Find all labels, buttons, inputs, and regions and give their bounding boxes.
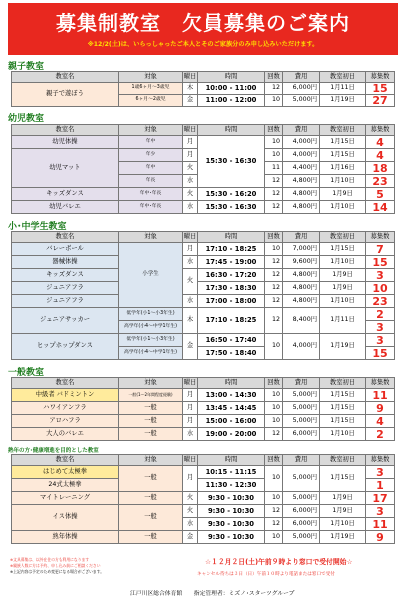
count: 12 — [265, 256, 283, 269]
class-name: 幼児体操 — [12, 136, 119, 149]
count: 11 — [265, 162, 283, 175]
count: 10 — [265, 95, 283, 107]
table-row — [12, 531, 395, 544]
openings: 27 — [366, 95, 395, 107]
first-day: 1月19日 — [320, 531, 366, 544]
col-header: 費用 — [283, 455, 320, 466]
openings: 4 — [366, 136, 395, 149]
time: 9:30 - 10:30 — [198, 492, 265, 505]
footer: 江戸川区総合体育館 指定管理者：ミズノ･スターツグループ — [130, 591, 295, 597]
time: 17:45 - 19:00 — [198, 256, 265, 269]
count: 10 — [265, 334, 283, 360]
count: 12 — [265, 269, 283, 282]
col-header: 曜日 — [183, 232, 198, 243]
fee: 5,000円 — [283, 95, 320, 107]
class-name: 器械体操 — [12, 256, 119, 269]
fee: 5,000円 — [283, 466, 320, 492]
class-name: ジュニアサッカー — [12, 308, 119, 334]
time: 13:00 - 14:30 — [198, 389, 265, 402]
first-day: 1月15日 — [320, 149, 366, 162]
table-shochu — [11, 231, 395, 360]
first-day: 1月9日 — [320, 188, 366, 201]
table-oyako — [11, 71, 395, 107]
table-row — [12, 295, 395, 308]
fee: 4,800円 — [283, 188, 320, 201]
first-day: 1月9日 — [320, 282, 366, 295]
weekday: 水 — [183, 201, 198, 214]
openings: 4 — [366, 149, 395, 162]
class-name: 中級者 バドミントン — [12, 389, 119, 402]
table-row — [12, 256, 395, 269]
count: 12 — [265, 518, 283, 531]
count: 12 — [265, 308, 283, 334]
section-title-shochu: 小･中学生教室 — [8, 222, 67, 232]
openings: 9 — [366, 531, 395, 544]
cancel-wait-note: キャンセル待ちは３日（日）午前１０時より電話または窓口で受付 — [197, 572, 335, 577]
col-header: 時間 — [198, 72, 265, 83]
section-title-shichi: 熟年の方･健康増進を目的とした教室 — [8, 448, 99, 454]
note-line: ※上記内容は予定のため変更になる場合がございます。 — [10, 569, 105, 574]
banner-subtitle: ※12/2(土)は、いらっしゃったご本人とそのご家族分のみ申し込みいただけます。 — [87, 41, 319, 48]
col-header: 教室初日 — [320, 378, 366, 389]
fee: 4,400円 — [283, 162, 320, 175]
first-day: 1月15日 — [320, 389, 366, 402]
weekday: 月 — [183, 149, 198, 162]
class-name: アロハフラ — [12, 415, 119, 428]
target: 一般 — [119, 428, 183, 441]
col-header: 時間 — [198, 232, 265, 243]
class-name: 幼児バレエ — [12, 201, 119, 214]
count: 12 — [265, 295, 283, 308]
time: 11:00 - 12:00 — [198, 95, 265, 107]
openings: 23 — [366, 295, 395, 308]
target: 年中 — [119, 162, 183, 175]
time: 16:30 - 17:20 — [198, 269, 265, 282]
col-header: 回数 — [265, 232, 283, 243]
first-day: 1月10日 — [320, 201, 366, 214]
openings: 9 — [366, 402, 395, 415]
note-line: ※親族人数に方は予約、申し込み前にご相談ください — [10, 563, 101, 568]
openings: 3 — [366, 466, 395, 479]
col-header: 曜日 — [183, 455, 198, 466]
col-header: 教室名 — [12, 125, 119, 136]
target: 一般 — [119, 402, 183, 415]
time: 10:15 - 11:15 — [198, 466, 265, 479]
fee: 8,400円 — [283, 308, 320, 334]
count: 10 — [265, 243, 283, 256]
col-header: 曜日 — [183, 72, 198, 83]
table-row — [12, 269, 395, 282]
table-ippan — [11, 377, 395, 441]
table-shichi — [11, 454, 395, 544]
weekday: 月 — [183, 402, 198, 415]
weekday: 火 — [183, 188, 198, 201]
count: 10 — [265, 531, 283, 544]
target: 6ヶ月～2歳児 — [119, 95, 183, 107]
target: 一般 — [119, 531, 183, 544]
fee: 6,000円 — [283, 518, 320, 531]
table-row — [12, 188, 395, 201]
fee: 4,800円 — [283, 295, 320, 308]
weekday: 木 — [183, 83, 198, 95]
fee: 5,000円 — [283, 402, 320, 415]
page-title: 募集制教室 欠員募集のご案内 — [56, 11, 350, 35]
class-name: マイトレーニング — [12, 492, 119, 505]
first-day: 1月10日 — [320, 256, 366, 269]
time: 17:00 - 18:00 — [198, 295, 265, 308]
col-header: 対象 — [119, 378, 183, 389]
count: 12 — [265, 282, 283, 295]
fee: 6,000円 — [283, 505, 320, 518]
weekday: 金 — [183, 95, 198, 107]
table-row — [12, 428, 395, 441]
openings: 15 — [366, 347, 395, 360]
weekday: 火 — [183, 492, 198, 505]
openings: 4 — [366, 415, 395, 428]
count: 10 — [265, 466, 283, 492]
openings: 10 — [366, 282, 395, 295]
fee: 5,000円 — [283, 389, 320, 402]
weekday: 木 — [183, 308, 198, 334]
table-row — [12, 415, 395, 428]
class-name: 大人のバレエ — [12, 428, 119, 441]
col-header: 回数 — [265, 72, 283, 83]
first-day: 1月15日 — [320, 136, 366, 149]
table-row — [12, 466, 395, 479]
class-name: バレーボール — [12, 243, 119, 256]
weekday: 水 — [183, 295, 198, 308]
first-day: 1月11日 — [320, 83, 366, 95]
count: 12 — [265, 428, 283, 441]
fee: 5,000円 — [283, 531, 320, 544]
openings: 3 — [366, 334, 395, 347]
fee: 4,800円 — [283, 175, 320, 188]
col-header: 教室名 — [12, 232, 119, 243]
table-youji — [11, 124, 395, 214]
first-day: 1月10日 — [320, 518, 366, 531]
count: 10 — [265, 415, 283, 428]
count: 10 — [265, 389, 283, 402]
weekday: 金 — [183, 334, 198, 360]
weekday: 水 — [183, 428, 198, 441]
time: 9:30 - 10:30 — [198, 505, 265, 518]
class-name: ジュニアフラ — [12, 295, 119, 308]
table-row — [12, 308, 395, 321]
fee: 9,600円 — [283, 256, 320, 269]
class-name: 幼児マット — [12, 149, 119, 188]
time: 17:50 - 18:40 — [198, 347, 265, 360]
target: 小学生 — [119, 243, 183, 308]
first-day: 1月11日 — [320, 308, 366, 334]
col-header: 曜日 — [183, 125, 198, 136]
count: 12 — [265, 188, 283, 201]
weekday: 月 — [183, 466, 198, 492]
count: 10 — [265, 149, 283, 162]
target: 年中･年長 — [119, 201, 183, 214]
count: 10 — [265, 492, 283, 505]
target: 一般(1～2年間程度経験) — [119, 389, 183, 402]
col-header: 募集数 — [366, 455, 395, 466]
openings: 17 — [366, 492, 395, 505]
time: 16:50 - 17:40 — [198, 334, 265, 347]
col-header: 教室名 — [12, 378, 119, 389]
count: 10 — [265, 402, 283, 415]
target: 一般 — [119, 505, 183, 531]
table-row — [12, 282, 395, 295]
col-header: 教室初日 — [320, 72, 366, 83]
col-header: 教室初日 — [320, 455, 366, 466]
col-header: 募集数 — [366, 232, 395, 243]
openings: 15 — [366, 256, 395, 269]
class-name: キッズダンス — [12, 188, 119, 201]
fee: 5,000円 — [283, 492, 320, 505]
fee: 5,000円 — [283, 415, 320, 428]
count: 12 — [265, 83, 283, 95]
col-header: 募集数 — [366, 125, 395, 136]
target: 低学年(小1～小3年生) — [119, 334, 183, 347]
weekday: 月 — [183, 243, 198, 256]
class-name: ヒップホップダンス — [12, 334, 119, 360]
table-row — [12, 201, 395, 214]
col-header: 時間 — [198, 125, 265, 136]
col-header: 募集数 — [366, 72, 395, 83]
table-row — [12, 334, 395, 347]
class-name: キッズダンス — [12, 269, 119, 282]
weekday: 月 — [183, 415, 198, 428]
table-row — [12, 136, 395, 149]
weekday: 水 — [183, 256, 198, 269]
openings: 7 — [366, 243, 395, 256]
class-name: 24式太極拳 — [12, 479, 119, 492]
banner — [8, 3, 398, 55]
count: 12 — [265, 175, 283, 188]
fee: 6,000円 — [283, 83, 320, 95]
first-day: 1月15日 — [320, 466, 366, 492]
weekday: 火 — [183, 505, 198, 518]
col-header: 教室初日 — [320, 232, 366, 243]
first-day: 1月9日 — [320, 492, 366, 505]
col-header: 対象 — [119, 455, 183, 466]
col-header: 回数 — [265, 125, 283, 136]
fee: 6,000円 — [283, 428, 320, 441]
weekday: 水 — [183, 518, 198, 531]
col-header: 費用 — [283, 125, 320, 136]
time: 13:45 - 14:45 — [198, 402, 265, 415]
target: 年少 — [119, 149, 183, 162]
class-name: イス体操 — [12, 505, 119, 531]
time: 10:00 - 11:00 — [198, 83, 265, 95]
fee: 4,800円 — [283, 282, 320, 295]
table-row — [12, 243, 395, 256]
weekday: 火 — [183, 162, 198, 175]
first-day: 1月9日 — [320, 505, 366, 518]
col-header: 時間 — [198, 455, 265, 466]
first-day: 1月10日 — [320, 428, 366, 441]
openings: 3 — [366, 505, 395, 518]
time: 15:30 - 16:30 — [198, 136, 265, 188]
count: 10 — [265, 136, 283, 149]
col-header: 教室名 — [12, 455, 119, 466]
target: 一般 — [119, 492, 183, 505]
col-header: 回数 — [265, 455, 283, 466]
col-header: 費用 — [283, 232, 320, 243]
time: 9:30 - 10:30 — [198, 531, 265, 544]
first-day: 1月10日 — [320, 175, 366, 188]
class-name: 熟年体操 — [12, 531, 119, 544]
col-header: 教室初日 — [320, 125, 366, 136]
count: 12 — [265, 201, 283, 214]
openings: 23 — [366, 175, 395, 188]
weekday: 火 — [183, 269, 198, 295]
table-row — [12, 492, 395, 505]
fee: 4,000円 — [283, 334, 320, 360]
class-name: ジュニアフラ — [12, 282, 119, 295]
weekday: 金 — [183, 531, 198, 544]
openings: 3 — [366, 269, 395, 282]
table-row — [12, 505, 395, 518]
class-name: 親子で遊ぼう — [12, 83, 119, 107]
openings: 15 — [366, 83, 395, 95]
col-header: 時間 — [198, 378, 265, 389]
openings: 18 — [366, 162, 395, 175]
time: 15:30 - 16:30 — [198, 201, 265, 214]
class-name: ハワイアンフラ — [12, 402, 119, 415]
section-title-ippan: 一般教室 — [8, 368, 45, 378]
first-day: 1月15日 — [320, 243, 366, 256]
weekday: 月 — [183, 389, 198, 402]
time: 9:30 - 10:30 — [198, 518, 265, 531]
target: 1歳6ヶ月～3歳児 — [119, 83, 183, 95]
target: 一般 — [119, 415, 183, 428]
col-header: 対象 — [119, 232, 183, 243]
first-day: 1月15日 — [320, 402, 366, 415]
fee: 4,000円 — [283, 136, 320, 149]
target: 低学年(小1～小3年生) — [119, 308, 183, 321]
col-header: 募集数 — [366, 378, 395, 389]
fee: 7,000円 — [283, 243, 320, 256]
notes — [10, 557, 104, 575]
time: 19:00 - 20:00 — [198, 428, 265, 441]
openings: 11 — [366, 389, 395, 402]
time: 11:30 - 12:30 — [198, 479, 265, 492]
section-title-oyako: 親子教室 — [8, 62, 45, 72]
fee: 4,800円 — [283, 201, 320, 214]
target: 一般 — [119, 466, 183, 492]
time: 15:00 - 16:00 — [198, 415, 265, 428]
openings: 5 — [366, 188, 395, 201]
openings: 2 — [366, 308, 395, 321]
table-row — [12, 389, 395, 402]
openings: 2 — [366, 428, 395, 441]
count: 12 — [265, 505, 283, 518]
table-row — [12, 83, 395, 95]
fee: 4,000円 — [283, 149, 320, 162]
first-day: 1月10日 — [320, 295, 366, 308]
table-row — [12, 402, 395, 415]
col-header: 回数 — [265, 378, 283, 389]
target: 年中･年長 — [119, 188, 183, 201]
note-line: ※文具募集は、以外在住の方も利用になります — [10, 557, 90, 562]
openings: 1 — [366, 479, 395, 492]
openings: 11 — [366, 518, 395, 531]
time: 17:30 - 18:30 — [198, 282, 265, 295]
section-title-youji: 幼児教室 — [8, 114, 45, 124]
weekday: 月 — [183, 136, 198, 149]
openings: 14 — [366, 201, 395, 214]
target: 年長 — [119, 175, 183, 188]
col-header: 費用 — [283, 378, 320, 389]
class-name: はじめて太極拳 — [12, 466, 119, 479]
target: 年中 — [119, 136, 183, 149]
time: 15:30 - 16:20 — [198, 188, 265, 201]
reception-announcement: ☆１２月２日(土)午前９時より窓口で受付開始☆ — [205, 558, 353, 566]
fee: 4,800円 — [283, 269, 320, 282]
first-day: 1月15日 — [320, 415, 366, 428]
time: 17:10 - 18:25 — [198, 308, 265, 334]
time: 17:10 - 18:25 — [198, 243, 265, 256]
first-day: 1月19日 — [320, 334, 366, 360]
first-day: 1月19日 — [320, 95, 366, 107]
target: 高学年(小4～中学1年生) — [119, 347, 183, 360]
col-header: 教室名 — [12, 72, 119, 83]
col-header: 曜日 — [183, 378, 198, 389]
weekday: 水 — [183, 175, 198, 188]
col-header: 対象 — [119, 72, 183, 83]
openings: 3 — [366, 321, 395, 334]
col-header: 費用 — [283, 72, 320, 83]
first-day: 1月9日 — [320, 269, 366, 282]
col-header: 対象 — [119, 125, 183, 136]
target: 高学年(小4～中学1年生) — [119, 321, 183, 334]
first-day: 1月16日 — [320, 162, 366, 175]
